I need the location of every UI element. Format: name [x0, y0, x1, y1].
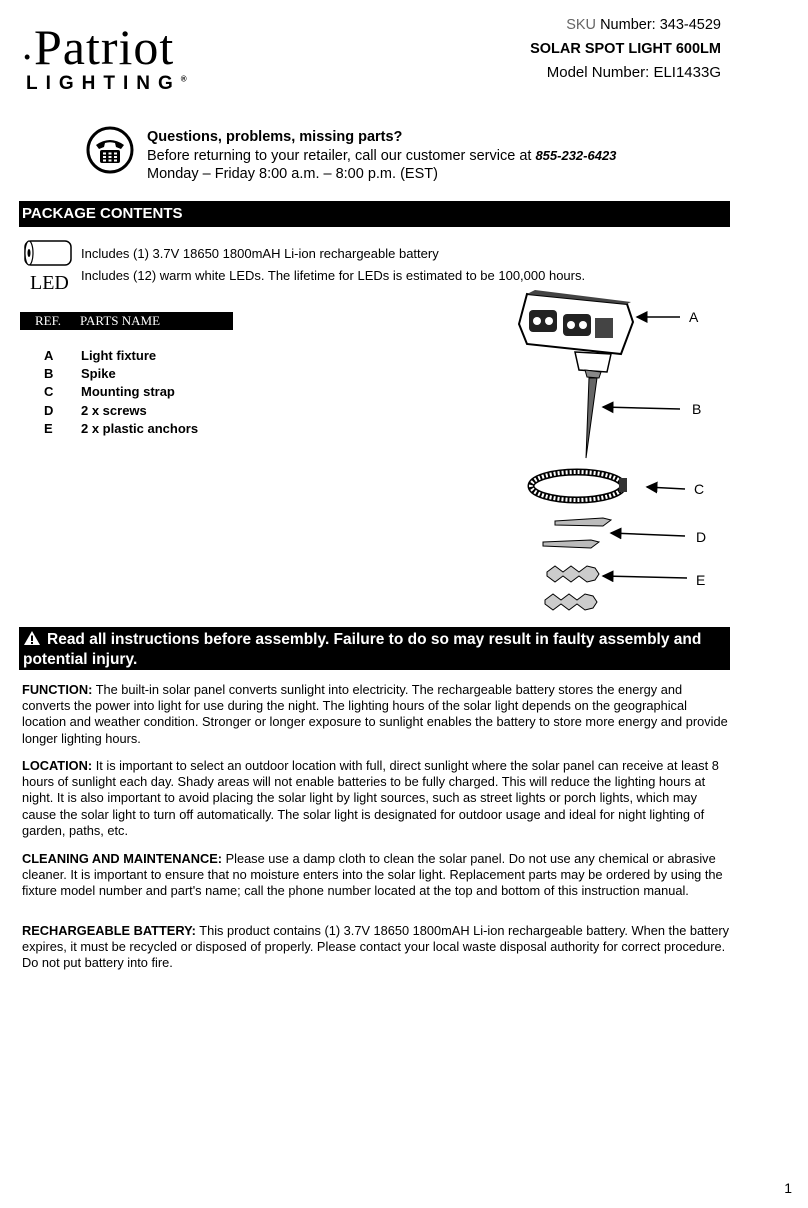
- sku-line: [566, 17, 721, 33]
- plastic-anchors-drawing: [545, 566, 599, 610]
- cleaning-heading: CLEANING AND MAINTENANCE:: [22, 851, 223, 866]
- function-heading: FUNCTION:: [22, 682, 93, 697]
- location-section: [22, 758, 730, 839]
- warning-text: Read all instructions before assembly. Failure to do so may result in faulty assembly and potential injury.: [23, 631, 702, 668]
- parts-drawing: [515, 288, 720, 618]
- contact-callout: Before returning to your retailer, call our customer service at 855-232-6423: [147, 147, 617, 164]
- illustration-label-c: C: [694, 481, 705, 497]
- sku-number: Number: 343-4529: [600, 17, 721, 33]
- battery-icon: [22, 238, 74, 268]
- package-contents-header: PACKAGE CONTENTS: [19, 201, 730, 227]
- illustration-label-e: E: [696, 572, 706, 588]
- warning-icon: [23, 630, 41, 646]
- battery-body: This product contains (1) 3.7V 18650 1800mAH Li-ion rechargeable battery. When the battery expires, it must be recycled or disposed of properly. Please contact your local waste disposal authority for correct procedure. Do not put battery into fire.: [22, 923, 729, 971]
- contact-question: Questions, problems, missing parts?: [147, 129, 403, 145]
- battery-heading: RECHARGEABLE BATTERY:: [22, 923, 196, 938]
- include-battery: Includes (1) 3.7V 18650 1800mAH Li-ion rechargeable battery: [81, 246, 439, 261]
- logo-wordmark: Patriot: [34, 19, 175, 75]
- led-icon: LED: [30, 272, 69, 294]
- contact-block: [147, 128, 616, 184]
- warning-banner: [19, 627, 730, 670]
- brand-logo: [24, 19, 236, 94]
- model-number: Model Number: ELI1433G: [546, 64, 721, 81]
- ref-column-header: REF.: [35, 313, 62, 328]
- parts-illustration: [515, 288, 720, 618]
- contact-hours: Monday – Friday 8:00 a.m. – 8:00 p.m. (EST): [147, 166, 438, 182]
- illustration-label-b: B: [692, 401, 702, 417]
- logo-tagline: LIGHTING®: [26, 73, 187, 94]
- light-fixture-drawing: [519, 290, 633, 372]
- illustration-label-a: A: [689, 309, 699, 325]
- function-body: The built-in solar panel converts sunlight into electricity. The rechargeable battery stores the energy and converts the power into light for use during the night. The lighting hours of the solar light depends on the geographical location and weather condition. Stronger or longer exposure to sunlight enables the battery to store more energy and provide longer lighting hours.: [22, 682, 728, 746]
- mounting-strap-drawing: [531, 472, 627, 500]
- illustration-label-d: D: [696, 529, 707, 545]
- cleaning-section: [22, 851, 730, 900]
- logo-dot: •: [24, 47, 31, 67]
- page-number: 1: [784, 1180, 792, 1196]
- sku-label: SKU: [566, 17, 597, 33]
- parts-table-header: [20, 312, 233, 330]
- location-body: It is important to select an outdoor location with full, direct sunlight where the solar panel can receive at least 8 hours of sunlight each day. Shady areas will not enable batteries to be fully charged. This will reduce the lighting hours at night. It is also important to avoid placing the solar light by light sources, such as street lights or porch lights, which may cause the solar light to turn off automatically. The solar light is designated for outdoor usage and ideal for night lighting of garden, paths, etc.: [22, 758, 719, 838]
- parts-name-column-header: PARTS NAME: [80, 313, 161, 328]
- location-heading: LOCATION:: [22, 758, 93, 773]
- function-section: [22, 682, 730, 747]
- phone-number: 855-232-6423: [535, 147, 617, 163]
- include-leds: Includes (12) warm white LEDs. The lifetime for LEDs is estimated to be 100,000 hours.: [81, 268, 586, 283]
- spike-drawing: [585, 370, 601, 458]
- cleaning-body: Please use a damp cloth to clean the solar panel. Do not use any chemical or abrasive cleaner. It is important to ensure that no moisture enters into the solar light. Replacement parts may be ordered by using the fixture model number and part's name; call the phone number located at the top and bottom of this instruction manual.: [22, 851, 723, 899]
- product-title: SOLAR SPOT LIGHT 600LM: [530, 41, 721, 57]
- screws-drawing: [543, 518, 611, 548]
- battery-section: [22, 923, 730, 972]
- telephone-icon: [86, 126, 134, 174]
